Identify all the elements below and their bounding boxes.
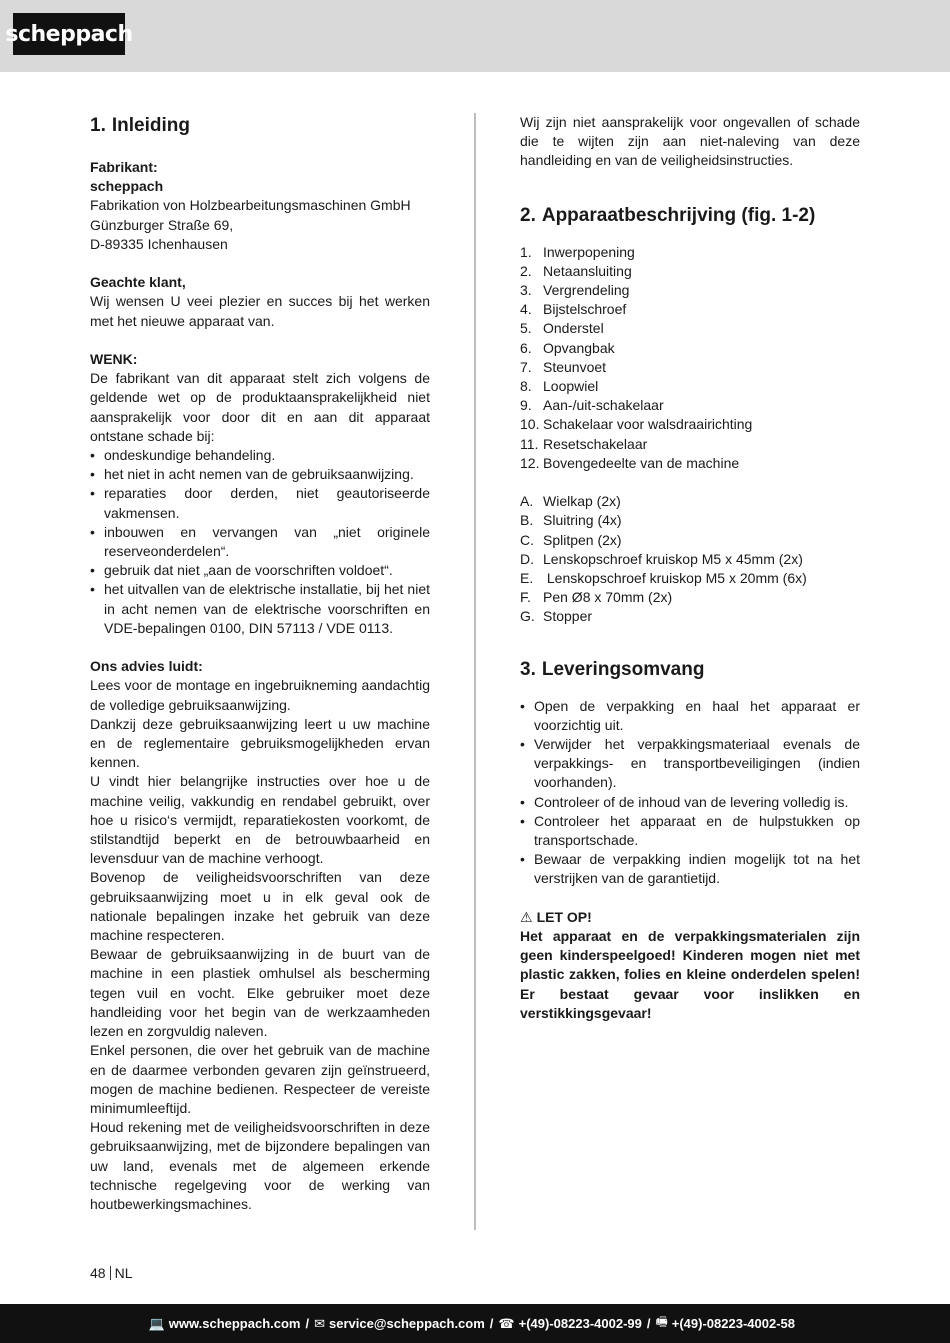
list-item: • Controleer of de inhoud van de levering volledig is. <box>520 793 860 812</box>
list-item: • Open de verpakking en haal het apparaat er voorzichtig uit. <box>520 697 860 735</box>
accessories-list <box>520 492 860 626</box>
advice-paragraph: U vindt hier belangrijke instructies over hoe u de machine veilig, vakkundig en rendabel gebruikt, over hoe u risico‘s vermijdt, reparatiekosten voorkomt, de stilstandtijd beperkt en de betrouwbaarheid en levensduur van de machine verhoogt. <box>90 773 430 867</box>
footer-phone: +(49)-08223-4002-99 <box>518 1316 642 1331</box>
footer-email[interactable]: service@scheppach.com <box>329 1316 485 1331</box>
list-item: G. Stopper <box>520 608 593 625</box>
note-list <box>90 446 430 638</box>
list-item: 5. Onderstel <box>520 320 604 337</box>
column-divider <box>474 113 476 1230</box>
warning-icon: ⚠ <box>520 908 533 925</box>
list-item: 9. Aan-/uit-schakelaar <box>520 397 664 414</box>
page-number: 48 NL <box>90 1265 133 1281</box>
note-label: WENK: <box>90 351 138 367</box>
advice-paragraph: Houd rekening met de veiligheidsvoorschriften in deze gebruiksaanwijzing, met de bijzondere bepalingen van uw land, evenals met de algemeen erkende technische regelgeving voor de werking van houtbewerkingsmachines. <box>90 1119 430 1212</box>
heading-introduction: 1. Inleiding <box>90 115 190 136</box>
list-item: • Bewaar de verpakking indien mogelijk tot na het verstrijken van de garantietijd. <box>520 850 860 888</box>
list-item: 10. Schakelaar voor walsdraairichting <box>520 416 753 433</box>
list-item: • ondeskundige behandeling. <box>90 446 430 465</box>
parts-list <box>520 243 860 473</box>
email-icon: ✉ <box>314 1315 326 1331</box>
list-item: C. Splitpen (2x) <box>520 531 622 548</box>
list-item: 7. Steunvoet <box>520 358 607 375</box>
right-column <box>520 113 860 1023</box>
list-item: • het uitvallen van de elektrische installatie, bij het niet in acht nemen van de elektrische voorschriften en VDE-bepalingen 0100, DIN 57113 / VDE 0113. <box>90 580 430 638</box>
liability-text: Wij zijn niet aansprakelijk voor ongevallen of schade die te wijten zijn aan niet-naleving van deze handleiding en van de veiligheidsinstructies. <box>520 114 860 169</box>
list-item: 6. Opvangbak <box>520 339 615 356</box>
list-item: • gebruik dat niet „aan de voorschriften voldoet“. <box>90 561 430 580</box>
list-item: 3. Vergrendeling <box>520 282 630 299</box>
list-item: D. Lenskopschroef kruiskop M5 x 45mm (2x) <box>520 550 803 567</box>
advice-paragraph: Dankzij deze gebruiksaanwijzing leert u uw machine en de reglementaire gebruiksmogelijkheden ervan kennen. <box>90 715 430 771</box>
left-column <box>90 113 430 1214</box>
list-item: • Controleer het apparaat en de hulpstukken op transportschade. <box>520 812 860 850</box>
warning-title: ⚠ LET OP! <box>520 908 860 927</box>
address-line: Günzburger Straße 69, <box>90 216 234 233</box>
manufacturer-name: scheppach <box>90 178 164 195</box>
heading-delivery-scope: 3. Leveringsomvang <box>520 658 705 680</box>
page-footer: 💻 www.scheppach.com / ✉ service@scheppach.com / ☎ +(49)-08223-4002-99 / 🖷 +(49)-08223-4002-58 <box>0 1304 950 1343</box>
list-item: A. Wielkap (2x) <box>520 493 621 510</box>
footer-fax: +(49)-08223-4002-58 <box>671 1316 795 1331</box>
list-item: 2. Netaansluiting <box>520 262 632 279</box>
advice-paragraph: Bewaar de gebruiksaanwijzing in de buurt van de machine in een plastiek omhulsel als bescherming tegen vuil en vocht. Elke gebruiker moet deze handleiding voor het begin van de werkzaamheden lezen en zorgvuldig naleven. <box>90 946 430 1040</box>
list-item: • reparaties door derden, niet geautoriseerde vakmensen. <box>90 484 430 522</box>
list-item: 1. Inwerpopening <box>520 243 635 260</box>
list-item: E. Lenskopschroef kruiskop M5 x 20mm (6x) <box>520 570 807 587</box>
list-item: 11. Resetschakelaar <box>520 435 648 452</box>
list-item: B. Sluitring (4x) <box>520 512 622 529</box>
address-line: D-89335 Ichenhausen <box>90 235 228 252</box>
heading-device-description: 2. Apparaatbeschrijving (fig. 1-2) <box>520 204 816 226</box>
advice-paragraph: Enkel personen, die over het gebruik van de machine en de daarmee verbonden gevaren zijn geïnstrueerd, mogen de machine bedienen. Respecteer de vereiste minimumleeftijd. <box>90 1042 430 1116</box>
note-text: De fabrikant van dit apparaat stelt zich volgens de geldende wet op de produktaansprakelijkheid niet aansprakelijk voor door dit en aan dit apparaat ontstane schade bij: <box>90 370 430 444</box>
delivery-list <box>520 697 860 889</box>
computer-icon: 💻 <box>148 1315 165 1331</box>
page-separator <box>110 1266 111 1280</box>
list-item: 4. Bijstelschroef <box>520 301 627 318</box>
greeting-label: Geachte klant, <box>90 274 186 291</box>
phone-icon: ☎ <box>498 1315 515 1331</box>
page-header <box>0 0 950 72</box>
list-item: • Verwijder het verpakkingsmateriaal evenals de verpakkings- en transportbeveiligingen (indien voorhanden). <box>520 735 860 793</box>
advice-paragraph: Bovenop de veiligheidsvoorschriften van deze gebruiksaanwijzing moet u in elk geval ook de nationale bepalingen inzake het gebruik van deze machine respecteren. <box>90 869 430 944</box>
list-item: F. Pen Ø8 x 70mm (2x) <box>520 589 673 606</box>
list-item: 12. Bovengedeelte van de machine <box>520 454 740 471</box>
greeting-text: Wij wensen U veei plezier en succes bij het werken met het nieuwe apparaat van. <box>90 293 430 329</box>
list-item: 8. Loopwiel <box>520 378 599 395</box>
footer-website[interactable]: www.scheppach.com <box>168 1316 301 1331</box>
list-item: • het niet in acht nemen van de gebruiksaanwijzing. <box>90 465 430 484</box>
advice-paragraph: Lees voor de montage en ingebruikneming aandachtig de volledige gebruiksaanwijzing. <box>90 677 430 713</box>
advice-label: Ons advies luidt: <box>90 658 203 675</box>
scheppach-logo: scheppach <box>13 13 125 55</box>
fax-icon: 🖷 <box>655 1313 668 1329</box>
warning-text: Het apparaat en de verpakkingsmaterialen zijn geen kinderspeelgoed! Kinderen mogen niet met plastic zakken, folies en kleine onderdelen spelen! Er bestaat gevaar voor inslikken en verstikkingsgevaar! <box>520 928 860 1021</box>
manufacturer-label: Fabrikant: <box>90 159 158 175</box>
address-line: Fabrikation von Holzbearbeitungsmaschinen GmbH <box>90 197 411 214</box>
list-item: • inbouwen en vervangen van „niet originele reserveonderdelen“. <box>90 523 430 561</box>
